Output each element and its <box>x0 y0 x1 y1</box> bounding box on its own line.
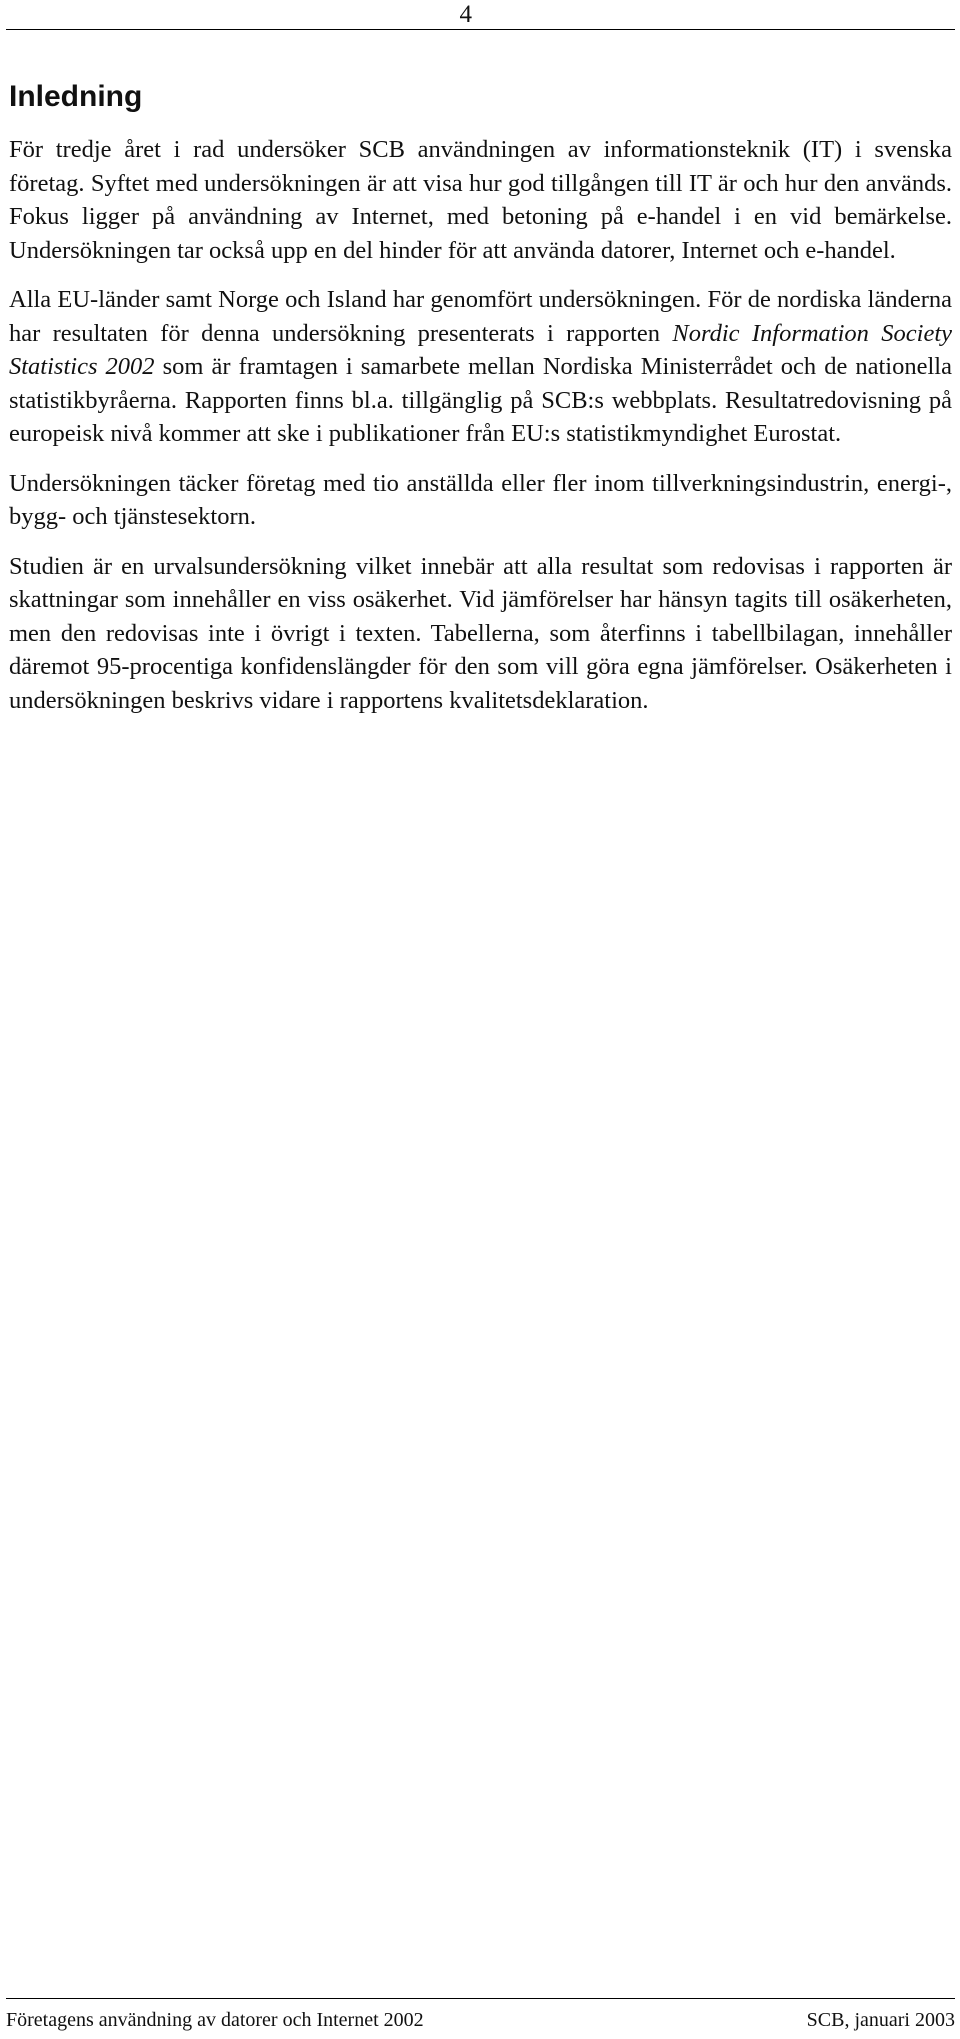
header-rule <box>6 29 955 30</box>
page-footer <box>6 2010 955 2030</box>
footer-publication-title: Företagens användning av datorer och Internet 2002 <box>6 2009 424 2031</box>
section-heading: Inledning <box>9 80 143 113</box>
paragraph-3: Undersökningen täcker företag med tio anställda eller fler inom tillverkningsindustrin, energi-, bygg- och tjänstesektorn. <box>9 469 952 530</box>
paragraph-2 <box>9 283 952 451</box>
body-text <box>9 133 952 733</box>
footer-publisher-date: SCB, januari 2003 <box>806 2009 955 2031</box>
paragraph-2-text-start: Alla EU-länder samt Norge och Island har genomfört undersökningen. För de nordiska länderna har resultaten för denna undersökning presenterats i rapporten <box>9 286 952 347</box>
paragraph-1: För tredje året i rad undersöker SCB användningen av informationsteknik (IT) i svenska företag. Syftet med undersökningen är att visa hur god tillgången till IT är och hur den används. Fokus ligger på användning av Internet, med betoning på e-handel i en vid bemärkelse. Undersökningen tar också upp en del hinder för att använda datorer, Internet och e-handel. <box>9 136 952 264</box>
report-title-italic: Nordic Information Society Statistics 2002 <box>9 319 952 380</box>
footer-rule <box>6 1998 955 1999</box>
paragraph-2-text-end: som är framtagen i samarbete mellan Nordiska Ministerrådet och de nationella statistikbyråerna. Rapporten finns bl.a. tillgänglig på SCB:s webbplats. Resultatredovisning på europeisk nivå kommer att ske i publikationer från EU:s statistikmyndighet Eurostat. <box>9 353 952 447</box>
paragraph-4: Studien är en urvalsundersökning vilket innebär att alla resultat som redovisas i rapporten är skattningar som innehåller en viss osäkerhet. Vid jämförelser har hänsyn tagits till osäkerheten, men den redovisas inte i övrigt i texten. Tabellerna, som återfinns i tabellbilagan, innehåller däremot 95-procentiga konfidenslängder för den som vill göra egna jämförelser. Osäkerheten i undersökningen beskrivs vidare i rapportens kvalitetsdeklaration. <box>9 552 952 714</box>
page-number: 4 <box>459 1 472 28</box>
